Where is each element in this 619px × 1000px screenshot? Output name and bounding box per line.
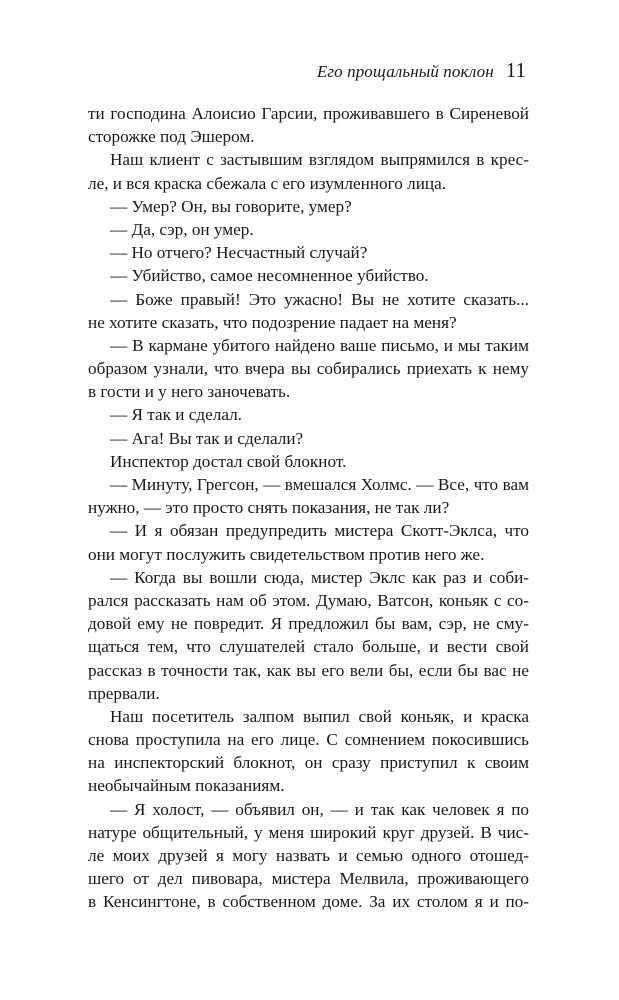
text-line: шего от дел пивовара, мистера Мелвила, проживающего: [88, 869, 529, 889]
text-line: нужно, — это просто снять показания, не так ли?: [88, 498, 450, 518]
text-line: — Но отчего? Несчастный случай?: [110, 243, 368, 263]
text-line: — Я так и сделал.: [110, 405, 242, 425]
running-head: [317, 58, 526, 83]
text-line: рался рассказать нам об этом. Думаю, Ватсон, коньяк с со-: [88, 590, 529, 610]
text-line: Наш клиент с застывшим взглядом выпрямился в крес-: [110, 150, 529, 170]
text-line: — И я обязан предупредить мистера Скотт-Эклса, что: [110, 521, 529, 541]
text-line: они могут послужить свидетельством против него же.: [88, 544, 485, 564]
text-line: необычайным показаниям.: [88, 776, 285, 796]
text-line: Наш посетитель залпом выпил свой коньяк, и краска: [110, 706, 529, 726]
text-line: ле, и вся краска сбежала с его изумленного лица.: [88, 173, 447, 193]
text-line: не хотите сказать, что подозрение падает на меня?: [88, 312, 457, 332]
text-line: сторожке под Эшером.: [88, 127, 255, 147]
text-line: образом узнали, что вчера вы собирались приехать к нему: [88, 359, 529, 379]
body-text: [88, 102, 529, 914]
text-line: ти господина Алоисио Гарсии, проживавшего в Сиреневой: [88, 104, 529, 123]
text-line: рассказ в точности так, как вы его вели бы, если бы вас не: [88, 660, 529, 680]
text-line: — Да, сэр, он умер.: [110, 219, 254, 239]
text-line: — В кармане убитого найдено ваше письмо, и мы таким: [110, 335, 529, 355]
text-line: Инспектор достал свой блокнот.: [110, 451, 347, 471]
text-line: снова проступила на его лице. С сомнением покосившись: [88, 730, 529, 750]
text-line: — Убийство, самое несомненное убийство.: [110, 266, 429, 286]
text-line: в Кенсингтоне, в собственном доме. За их столом я и по-: [88, 892, 529, 912]
text-line: — Когда вы вошли сюда, мистер Эклс как раз и соби-: [110, 567, 529, 587]
text-line: натуре общительный, у меня широкий круг друзей. В чис-: [88, 822, 529, 842]
text-line: — Умер? Он, вы говорите, умер?: [110, 196, 352, 216]
page-number: 11: [505, 58, 526, 82]
text-line: ле моих друзей я могу назвать и семью одного отошед-: [88, 846, 529, 865]
text-line: — Я холост, — объявил он, — и так как человек я по: [110, 799, 529, 819]
text-line: щаться тем, что слушателей стало больше, и вести свой: [88, 637, 529, 657]
text-line: прервали.: [88, 683, 160, 703]
text-line: — Боже правый! Это ужасно! Вы не хотите сказать...: [110, 289, 529, 309]
running-title: Его прощальный поклон: [316, 62, 494, 81]
text-line: довой ему не повредит. Я предложил бы вам, сэр, не сму-: [88, 614, 529, 634]
text-line: на инспекторский блокнот, он сразу приступил к своим: [88, 753, 529, 773]
text-line: — Минуту, Грегсон, — вмешался Холмс. — Все, что вам: [110, 475, 529, 494]
text-line: в гости и у него заночевать.: [88, 382, 291, 402]
text-line: — Ага! Вы так и сделали?: [110, 428, 304, 448]
